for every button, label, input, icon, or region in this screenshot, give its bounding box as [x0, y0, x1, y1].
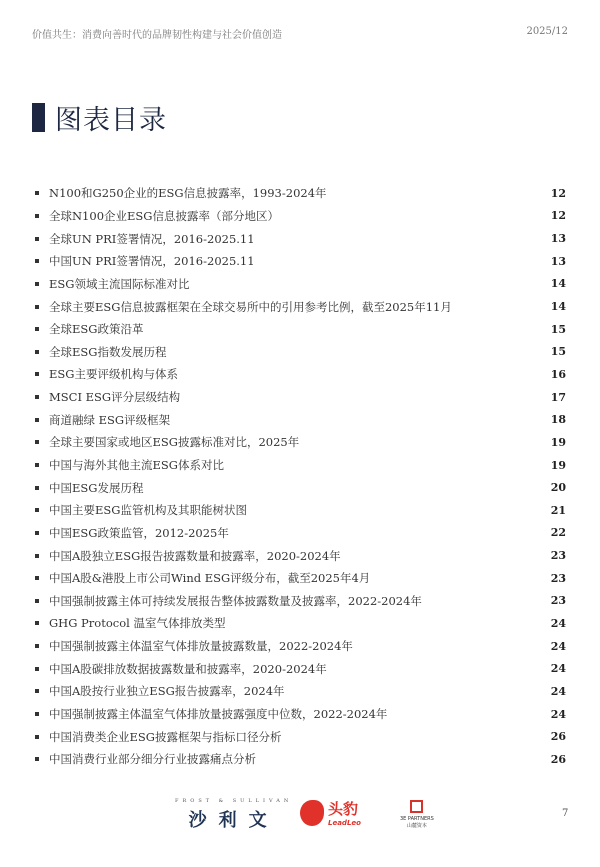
bullet-icon	[35, 191, 39, 195]
toc-entry[interactable]	[32, 182, 566, 205]
bullet-icon	[35, 486, 39, 490]
logo-text: LeadLeo	[328, 819, 361, 827]
toc-entry-page: 24	[550, 684, 566, 698]
bullet-icon	[35, 237, 39, 241]
toc-entry[interactable]	[32, 227, 566, 250]
toc-entry-page: 15	[550, 345, 566, 359]
logo-text: 沙利文	[188, 810, 279, 831]
toc-entry[interactable]	[32, 567, 566, 590]
logo-text: 头豹	[328, 800, 359, 818]
toc-entry-page: 24	[550, 639, 566, 653]
bullet-icon	[35, 735, 39, 739]
toc-entry-label: 中国ESG发展历程	[49, 480, 144, 495]
page-header	[32, 26, 568, 41]
toc-entry-page: 24	[550, 707, 566, 721]
toc-entry-label: MSCI ESG评分层级结构	[49, 390, 181, 405]
toc-entry-page: 13	[550, 232, 566, 246]
toc-entry[interactable]	[32, 454, 566, 477]
toc-entry-page: 13	[550, 254, 566, 268]
leopard-icon	[300, 800, 324, 826]
toc-entry-page: 26	[550, 730, 566, 744]
bullet-icon	[35, 282, 39, 286]
toc-entry-page: 12	[550, 209, 566, 223]
bullet-icon	[35, 712, 39, 716]
3e-partners-logo	[400, 800, 434, 829]
logo-text: 3E PARTNERS	[400, 816, 434, 822]
bullet-icon	[35, 531, 39, 535]
frost-sullivan-logo	[175, 798, 292, 832]
toc-entry[interactable]	[32, 386, 566, 409]
logo-text: 山麓资本	[406, 823, 427, 829]
bullet-icon	[35, 757, 39, 761]
toc-entry-label: N100和G250企业的ESG信息披露率，1993-2024年	[49, 186, 327, 201]
toc-entry[interactable]	[32, 476, 566, 499]
toc-entry[interactable]	[32, 205, 566, 228]
toc-entry-label: 中国与海外其他主流ESG体系对比	[49, 458, 224, 472]
table-of-figures	[32, 182, 566, 771]
toc-entry[interactable]	[32, 273, 566, 296]
toc-entry-page: 14	[550, 300, 566, 314]
toc-entry-label: 全球N100企业ESG信息披露率（部分地区）	[49, 208, 279, 223]
bullet-icon	[35, 599, 39, 603]
toc-entry[interactable]	[32, 431, 566, 454]
toc-entry-label: 全球UN PRI签署情况，2016-2025.11	[49, 231, 255, 246]
toc-entry-label: 全球主要ESG信息披露框架在全球交易所中的引用参考比例，截至2025年11月	[49, 299, 452, 314]
toc-entry[interactable]	[32, 363, 566, 386]
toc-entry-page: 17	[550, 390, 566, 404]
bullet-icon	[35, 621, 39, 625]
section-heading	[32, 98, 167, 137]
toc-entry-label: 中国强制披露主体可持续发展报告整体披露数量及披露率，2022-2024年	[49, 593, 422, 608]
toc-entry-label: GHG Protocol 温室气体排放类型	[49, 616, 226, 631]
toc-entry-page: 26	[550, 752, 566, 766]
bullet-icon	[35, 259, 39, 263]
toc-entry-label: 中国A股碳排放数据披露数量和披露率，2020-2024年	[49, 661, 327, 676]
toc-entry-label: 中国A股独立ESG报告披露数量和披露率，2020-2024年	[49, 548, 341, 563]
toc-entry-page: 24	[550, 662, 566, 676]
bullet-icon	[35, 350, 39, 354]
logo-text: FROST & SULLIVAN	[175, 798, 293, 804]
bullet-icon	[35, 395, 39, 399]
bullet-icon	[35, 508, 39, 512]
toc-entry-label: 商道融绿 ESG评级框架	[49, 412, 171, 427]
toc-entry[interactable]	[32, 318, 566, 341]
toc-entry-label: 中国消费行业部分细分行业披露痛点分析	[49, 752, 256, 767]
page-number: 7	[562, 808, 569, 819]
toc-entry[interactable]	[32, 680, 566, 703]
toc-entry[interactable]	[32, 612, 566, 635]
toc-entry-page: 22	[550, 526, 566, 540]
bullet-icon	[35, 305, 39, 309]
bullet-icon	[35, 418, 39, 422]
toc-entry-page: 18	[550, 413, 566, 427]
bullet-icon	[35, 327, 39, 331]
toc-entry-label: 全球主要国家或地区ESG披露标准对比，2025年	[49, 435, 300, 450]
square-logo-icon	[410, 800, 423, 813]
bullet-icon	[35, 644, 39, 648]
toc-entry-page: 16	[550, 367, 566, 381]
toc-entry[interactable]	[32, 522, 566, 545]
toc-entry[interactable]	[32, 295, 566, 318]
toc-entry-page: 23	[550, 571, 566, 585]
toc-entry[interactable]	[32, 250, 566, 273]
toc-entry[interactable]	[32, 408, 566, 431]
toc-entry-page: 19	[550, 435, 566, 449]
page-title: 图表目录	[55, 105, 167, 136]
toc-entry-label: 全球ESG指数发展历程	[49, 344, 167, 359]
bullet-icon	[35, 554, 39, 558]
toc-entry[interactable]	[32, 635, 566, 658]
toc-entry[interactable]	[32, 340, 566, 363]
toc-entry-label: 中国ESG政策监管，2012-2025年	[49, 525, 229, 540]
toc-entry-page: 12	[550, 186, 566, 200]
toc-entry-page: 15	[550, 322, 566, 336]
toc-entry-label: 中国强制披露主体温室气体排放量披露数量，2022-2024年	[49, 639, 353, 654]
toc-entry-label: 中国A股按行业独立ESG报告披露率，2024年	[49, 684, 285, 699]
report-title: 价值共生：消费向善时代的品牌韧性构建与社会价值创造	[32, 30, 282, 41]
toc-entry-label: 中国强制披露主体温室气体排放量披露强度中位数，2022-2024年	[49, 707, 388, 722]
report-date: 2025/12	[526, 26, 568, 37]
toc-entry-page: 21	[550, 503, 566, 517]
toc-entry-page: 23	[550, 594, 566, 608]
toc-entry[interactable]	[32, 703, 566, 726]
bullet-icon	[35, 440, 39, 444]
toc-entry-label: 中国A股&港股上市公司Wind ESG评级分布，截至2025年4月	[49, 571, 371, 586]
toc-entry-label: ESG领域主流国际标准对比	[49, 276, 190, 291]
bullet-icon	[35, 576, 39, 580]
toc-entry-page: 14	[550, 277, 566, 291]
footer	[0, 798, 600, 838]
toc-entry[interactable]	[32, 748, 566, 771]
toc-entry-label: 全球ESG政策沿革	[49, 322, 144, 337]
toc-entry-page: 24	[550, 616, 566, 630]
toc-entry-label: ESG主要评级机构与体系	[49, 367, 178, 382]
toc-entry-label: 中国UN PRI签署情况，2016-2025.11	[49, 254, 255, 269]
bullet-icon	[35, 463, 39, 467]
heading-accent-bar	[32, 103, 45, 132]
bullet-icon	[35, 667, 39, 671]
bullet-icon	[35, 372, 39, 376]
toc-entry-page: 23	[550, 549, 566, 563]
toc-entry[interactable]	[32, 657, 566, 680]
toc-entry-label: 中国消费类企业ESG披露框架与指标口径分析	[49, 729, 282, 744]
toc-entry-page: 20	[550, 481, 566, 495]
leadleo-logo	[300, 798, 361, 827]
bullet-icon	[35, 214, 39, 218]
toc-entry-page: 19	[550, 458, 566, 472]
toc-entry-label: 中国主要ESG监管机构及其职能树状图	[49, 503, 247, 518]
bullet-icon	[35, 689, 39, 693]
toc-entry[interactable]	[32, 590, 566, 613]
toc-entry[interactable]	[32, 544, 566, 567]
toc-entry[interactable]	[32, 725, 566, 748]
toc-entry[interactable]	[32, 499, 566, 522]
